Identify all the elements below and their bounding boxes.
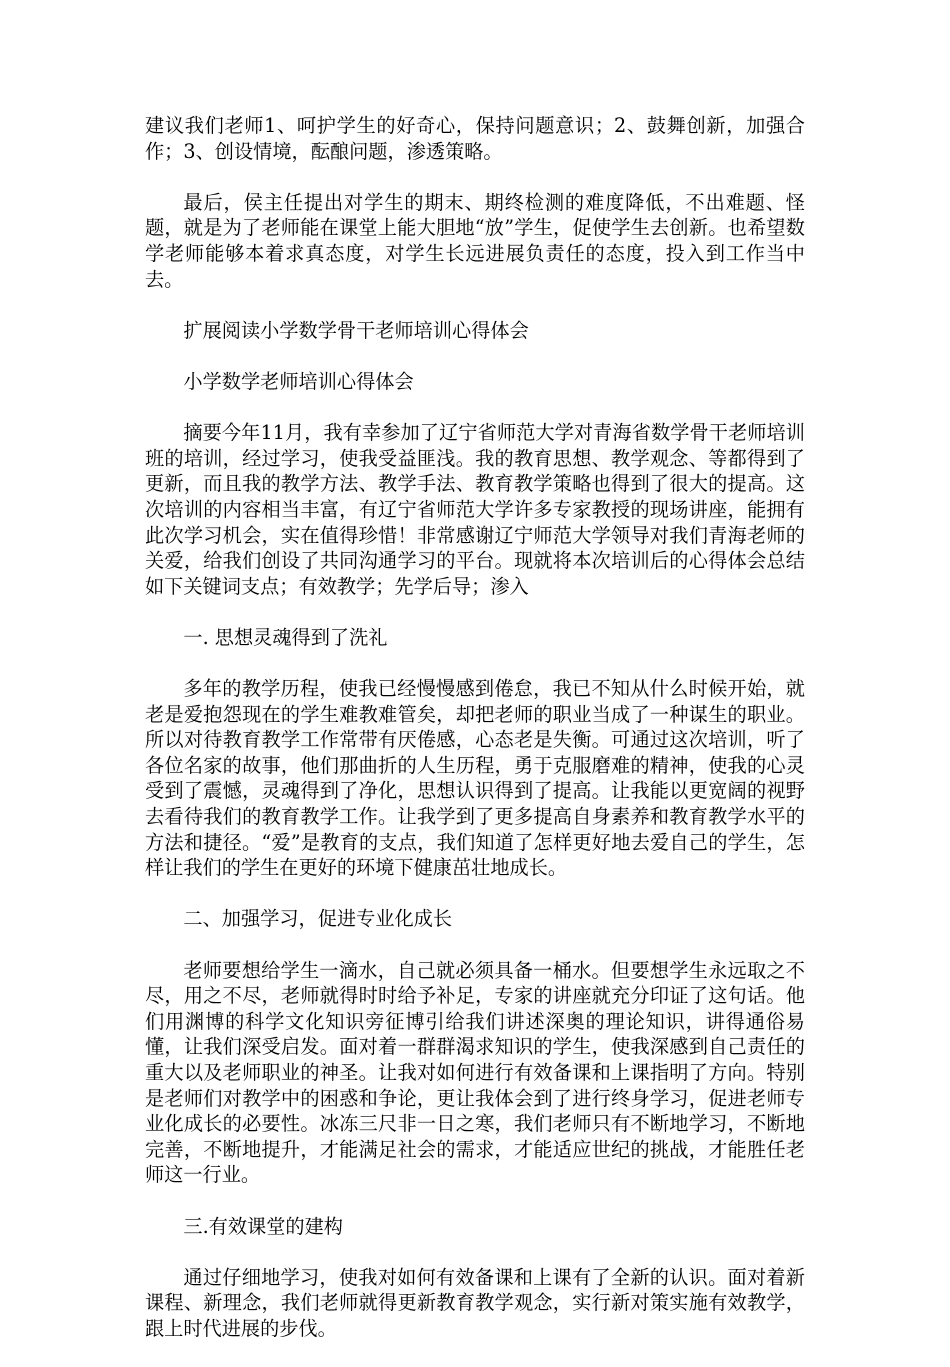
paragraph-suggestions: 建议我们老师1、呵护学生的好奇心，保持问题意识；2、鼓舞创新，加强合作；3、创设情境，酝酿问题，渗透策略。 bbox=[145, 114, 805, 163]
paragraph-section-2: 老师要想给学生一滴水，自己就必须具备一桶水。但要想学生永远取之不尽，用之不尽，老师就得时时给予补足，专家的讲座就充分印证了这句话。他们用渊博的科学文化知识旁征博引给我们讲述深奥的理论知识，讲得通俗易懂，让我们深受启发。面对着一群群渴求知识的学生，使我深感到自己责任的重大以及老师职业的神圣。让我对如何进行有效备课和上课指明了方向。特别是老师们对教学中的困惑和争论，更让我体会到了进行终身学习，促进老师专业化成长的必要性。冰冻三尺非一日之寒，我们老师只有不断地学习，不断地完善，不断地提升，才能满足社会的需求，才能适应世纪的挑战，才能胜任老师这一行业。 bbox=[145, 958, 805, 1187]
article-title: 小学数学老师培训心得体会 bbox=[183, 369, 414, 393]
paragraph-abstract: 摘要今年11月，我有幸参加了辽宁省师范大学对青海省数学骨干老师培训班的培训，经过学习，使我受益匪浅。我的教育思想、教学观念、等都得到了更新，而且我的教学方法、教学手法、教育教学策略也得到了很大的提高。这次培训的内容相当丰富，有辽宁省师范大学许多专家教授的现场讲座，能拥有此次学习机会，实在值得珍惜！非常感谢辽宁师范大学领导对我们青海老师的关爱，给我们创设了共同沟通学习的平台。现就将本次培训后的心得体会总结如下关键词支点；有效教学；先学后导；渗入 bbox=[145, 421, 805, 598]
section-heading-3: 三.有效课堂的建构 bbox=[183, 1214, 343, 1238]
paragraph-section-1: 多年的教学历程，使我已经慢慢感到倦怠，我已不知从什么时候开始，就老是爱抱怨现在的学生难教难管矣，却把老师的职业当成了一种谋生的职业。所以对待教育教学工作常带有厌倦感，心态老是失衡。可通过这次培训，听了各位名家的故事，他们那曲折的人生历程，勇于克服磨难的精神，使我的心灵受到了震憾，灵魂得到了净化，思想认识得到了提高。让我能以更宽阔的视野去看待我们的教育教学工作。让我学到了更多提高自身素养和教育教学水平的方法和捷径。“爱”是教育的支点，我们知道了怎样更好地去爱自己的学生，怎样让我们的学生在更好的环境下健康茁壮地成长。 bbox=[145, 677, 805, 880]
paragraph-section-3: 通过仔细地学习，使我对如何有效备课和上课有了全新的认识。面对着新课程、新理念，我们老师就得更新教育教学观念，实行新对策实施有效教学，跟上时代进展的步伐。 bbox=[145, 1265, 805, 1340]
extended-reading-heading: 扩展阅读小学数学骨干老师培训心得体会 bbox=[183, 318, 529, 342]
document-body bbox=[145, 113, 805, 1367]
section-heading-1: 一. 思想灵魂得到了洗礼 bbox=[183, 625, 388, 649]
section-heading-2: 二、加强学习，促进专业化成长 bbox=[183, 907, 453, 931]
paragraph-conclusion: 最后，侯主任提出对学生的期末、期终检测的难度降低，不出难题、怪题，就是为了老师能在课堂上能大胆地“放”学生，促使学生去创新。也希望数学老师能够本着求真态度，对学生长远进展负责任的态度，投入到工作当中去。 bbox=[145, 190, 805, 291]
